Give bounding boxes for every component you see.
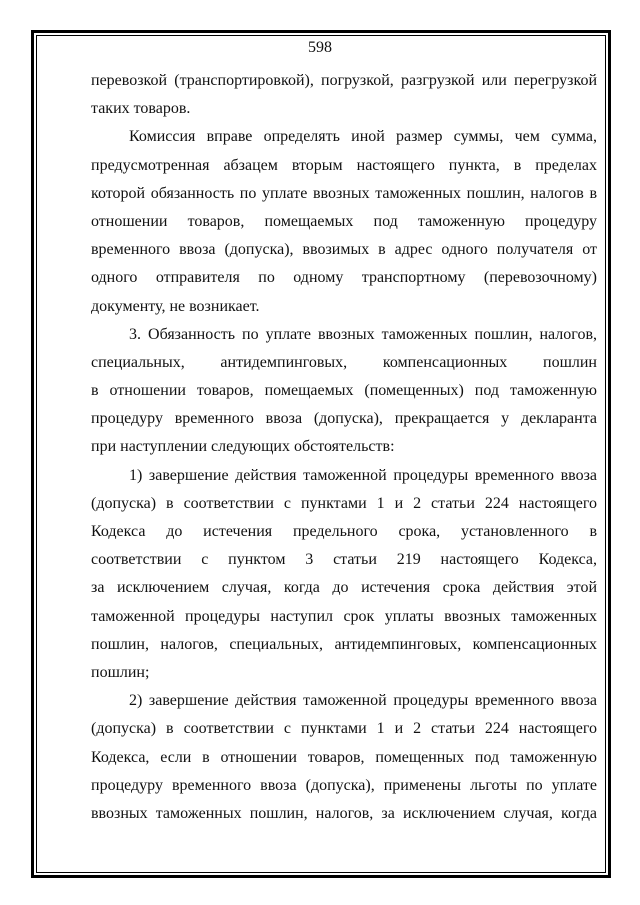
text-line: (допуска) в соответствии с пунктами 1 и 2 статьи 224 настоящего <box>91 494 597 512</box>
text-line: Комиссия вправе определять иной размер суммы, чем сумма, <box>129 128 597 146</box>
text-line: соответствии с пунктом 3 статьи 219 настоящего Кодекса, <box>91 551 597 569</box>
text-line: 1) завершение действия таможенной процедуры временного ввоза <box>129 466 597 484</box>
text-line: пошлин; <box>91 663 150 681</box>
text-line: в отношении товаров, помещаемых (помещенных) под таможенную <box>91 382 597 400</box>
text-line: при наступлении следующих обстоятельств: <box>91 438 395 456</box>
text-line: 3. Обязанность по уплате ввозных таможенных пошлин, налогов, <box>129 325 597 343</box>
text-line: таких товаров. <box>91 100 191 118</box>
text-line: перевозкой (транспортировкой), погрузкой, разгрузкой или перегрузкой <box>91 72 597 89</box>
text-line: 2) завершение действия таможенной процедуры временного ввоза <box>129 692 597 710</box>
text-line: документу, не возникает. <box>91 297 260 315</box>
page-number: 598 <box>308 39 332 56</box>
text-line: отношении товаров, помещаемых под таможенную процедуру <box>91 212 597 230</box>
text-line: процедуру временного ввоза (допуска), прекращается у декларанта <box>91 410 597 428</box>
text-line: которой обязанность по уплате ввозных таможенных пошлин, налогов в <box>91 184 597 202</box>
document-body <box>91 67 597 828</box>
text-line: ввозных таможенных пошлин, налогов, за исключением случая, когда <box>91 804 597 822</box>
text-line: специальных, антидемпинговых, компенсационных пошлин <box>91 353 597 371</box>
text-line: таможенной процедуры наступил срок уплаты ввозных таможенных <box>91 607 597 625</box>
text-line: Кодекса, если в отношении товаров, помещенных под таможенную <box>91 748 597 766</box>
text-line: за исключением случая, когда до истечения срока действия этой <box>91 579 597 597</box>
text-line: (допуска) в соответствии с пунктами 1 и 2 статьи 224 настоящего <box>91 720 597 738</box>
text-line: пошлин, налогов, специальных, антидемпинговых, компенсационных <box>91 635 597 653</box>
text-line: одного отправителя по одному транспортному (перевозочному) <box>91 269 597 287</box>
text-line: временного ввоза (допуска), ввозимых в адрес одного получателя от <box>91 241 597 259</box>
text-line: Кодекса до истечения предельного срока, установленного в <box>91 523 597 540</box>
text-line: предусмотренная абзацем вторым настоящего пункта, в пределах <box>91 156 597 174</box>
text-line: процедуру временного ввоза (допуска), применены льготы по уплате <box>91 776 597 794</box>
